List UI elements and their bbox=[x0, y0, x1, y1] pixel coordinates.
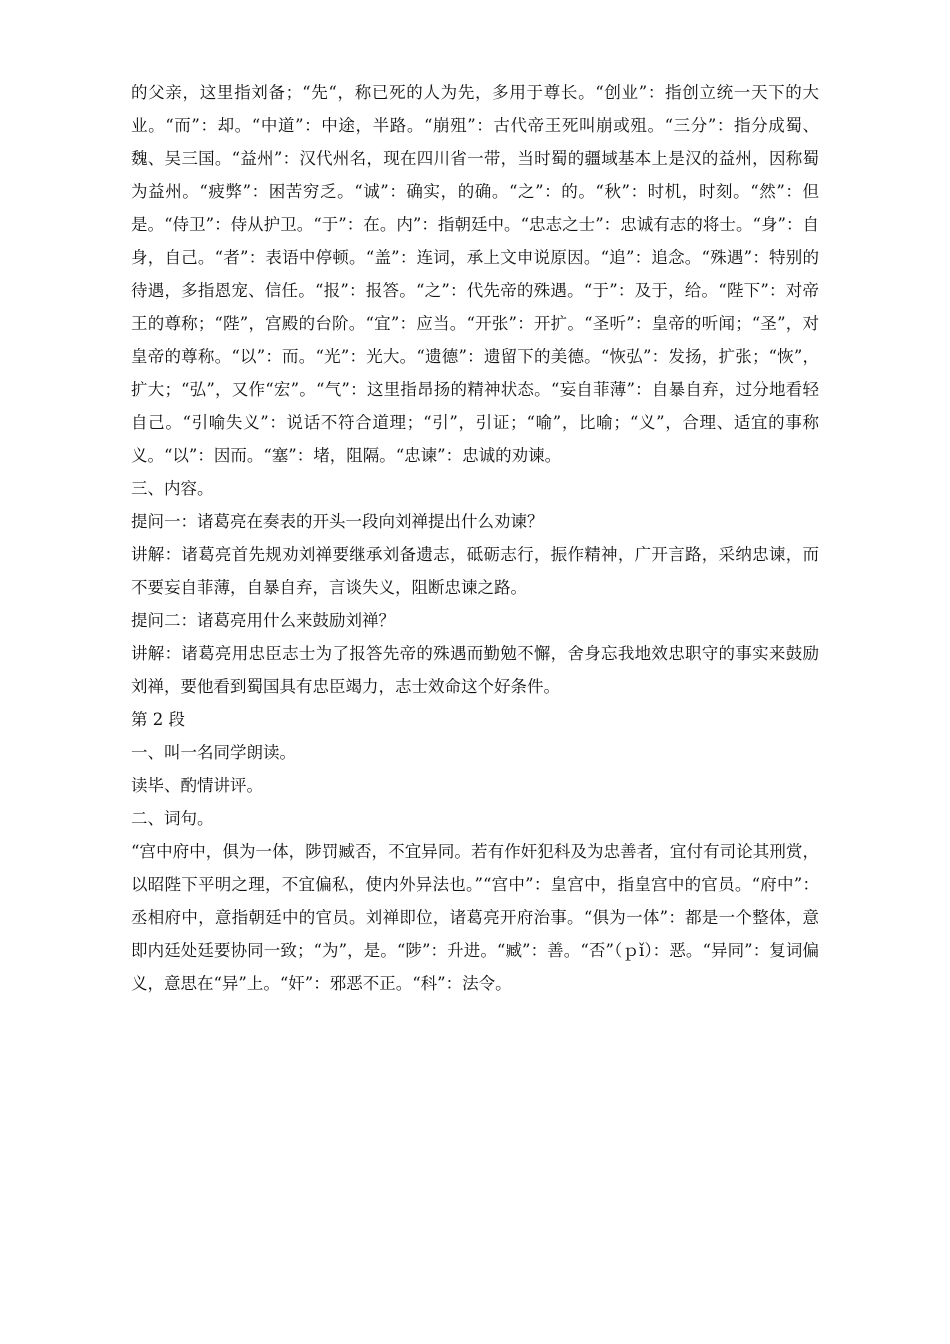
section-heading-words: 二、词句。 bbox=[131, 809, 214, 828]
step-read-aloud: 一、叫一名同学朗读。 bbox=[131, 743, 296, 762]
vocabulary-notes-paragraph: 的父亲，这里指刘备；“先“，称已死的人为先，多用于尊长。“创业”：指创立统一天下的大业。“而”：却。“中道”：中途，半路。“崩殂”：古代帝王死叫崩或殂。“三分”：指分成蜀、魏、吴三国。“益州”：汉代州名，现在四川省一带，当时蜀的疆域基本上是汉的益州，因称蜀为益州。“疲弊”：困苦穷乏。“诚”：确实，的确。“之”：的。“秋”：时机，时刻。“然”：但是。“侍卫”：侍从护卫。“于”：在。内”：指朝廷中。“忠志之士”：忠诚有志的将士。“身”：自身，自己。“者”：表语中停顿。“盖”：连词，承上文申说原因。“追”：追念。“殊遇”：特别的待遇，多指恩宠、信任。“报”：报答。“之”：代先帝的殊遇。“于”：及于，给。“陛下”：对帝王的尊称；“陛”，宫殿的台阶。“宜”：应当。“开张”：开扩。“圣听”：皇帝的听闻；“圣”，对皇帝的尊称。“以”：而。“光”：光大。“遗德”：遗留下的美德。“恢弘”：发扬，扩张；“恢”，扩大；“弘”，又作“宏”。“气”：这里指昂扬的精神状态。“妄自菲薄”：自暴自弃，过分地看轻自己。“引喻失义”：说话不符合道理；“引”，引证；“喻”，比喻；“义”，合理、适宜的事称义。“以”：因而。“塞”：堵，阻隔。“忠谏”：忠诚的劝谏。 bbox=[131, 83, 819, 465]
quotation-and-notes-paragraph: “宫中府中，俱为一体，陟罚臧否，不宜异同。若有作奸犯科及为忠善者，宜付有司论其刑赏，以昭陛下平明之理，不宜偏私，使内外异法也。”“宫中”：皇宫中，指皇宫中的官员。“府中”：丞相府中，意指朝廷中的官员。刘禅即位，诸葛亮开府治事。“俱为一体”：都是一个整体，意即内廷处廷要协同一致；“为”，是。“陟”：升进。“臧”：善。“否”（ｐǐ）：恶。“异同”：复词偏义，意思在“异”上。“奸”：邪恶不正。“科”：法令。 bbox=[131, 842, 819, 993]
step-comment: 读毕、酌情讲评。 bbox=[131, 776, 263, 795]
paragraph-two-heading: 第 2 段 bbox=[131, 710, 185, 729]
section-heading-content: 三、内容。 bbox=[131, 479, 214, 498]
question-one: 提问一：诸葛亮在奏表的开头一段向刘禅提出什么劝谏？ bbox=[131, 512, 544, 531]
document-body bbox=[131, 76, 819, 1000]
question-two: 提问二：诸葛亮用什么来鼓励刘禅？ bbox=[131, 611, 395, 630]
answer-one: 讲解：诸葛亮首先规劝刘禅要继承刘备遗志，砥砺志行，振作精神，广开言路，采纳忠谏，而不要妄自菲薄，自暴自弃，言谈失义，阻断忠谏之路。 bbox=[131, 545, 819, 597]
answer-two: 讲解：诸葛亮用忠臣志士为了报答先帝的殊遇而勤勉不懈，舍身忘我地效忠职守的事实来鼓励刘禅，要他看到蜀国具有忠臣竭力，志士效命这个好条件。 bbox=[131, 644, 819, 696]
